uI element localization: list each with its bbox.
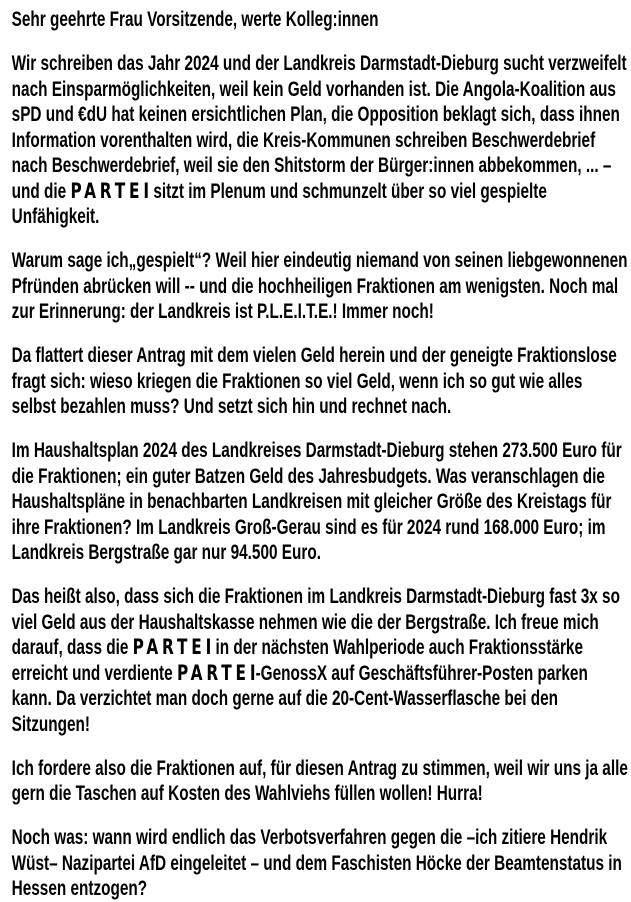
paragraph-5 [12,584,629,737]
text-run: sitzt im Plenum und schmunzelt über so viel gespielte Unfähigkeit. [11,179,547,228]
text-run: in der nächsten Wahlperiode auch Fraktionsstärke erreicht und verdiente [11,636,583,685]
partei-wordmark: PARTEI [132,635,216,659]
text-run: Wir schreiben das Jahr 2024 und der Landkreis Darmstadt-Dieburg sucht verzweifelt nach Einsparmöglichkeiten, weil kein Geld vorhanden ist. Die Angola-Koalition aus sPD und €dU hat keinen ersichtlichen Plan, die Opposition beklagt sich, dass ihnen Information vorenthalten wird, die Kreis-Kommunen schreiben Beschwerdebrief nach Beschwerdebrief, weil sie den Shitstorm der Bürger:innen abbekommen, ... – und die [11,52,627,203]
text-run: Das heißt also, dass sich die Fraktionen im Landkreis Darmstadt-Dieburg fast 3x so viel Geld aus der Haushaltskasse nehmen wie die der Bergstraße. Ich freue mich darauf, dass die [11,585,620,659]
text-run: Ich fordere also die Fraktionen auf, für diesen Antrag zu stimmen, weil wir uns ja alle gern die Taschen auf Kosten des Wahlviehs füllen wollen! Hurra! [11,756,628,805]
paragraph-2 [12,248,629,325]
text-run: Sehr geehrte Frau Vorsitzende, werte Kolleg:innen [11,8,379,31]
partei-wordmark: PARTEI [70,178,153,203]
text-run: -GenossX auf Geschäftsführer-Posten parken kann. Da verzichtet man doch gerne auf die 20-Cent-Wasserflasche bei den Sitzungen! [11,661,588,736]
text-run: Im Haushaltsplan 2024 des Landkreises Darmstadt-Dieburg stehen 273.500 Euro für die Fraktionen; ein guter Batzen Geld des Jahresbudgets. Was veranschlagen die Haushaltspläne in benachbarten Landkreisen mit gleicher Größe des Kreistags für ihre Fraktionen? Im Landkreis Groß-Gerau sind es für 2024 rund 168.000 Euro; im Landkreis Bergstraße gar nur 94.500 Euro. [11,439,622,564]
partei-wordmark: PARTEI [176,660,260,685]
salutation [12,7,629,33]
paragraph-7 [12,825,629,902]
paragraph-3 [12,343,629,420]
text-run: Da flattert dieser Antrag mit dem vielen Geld herein und der geneigte Fraktionslose fragt sich: wieso kriegen die Fraktionen so viel Geld, wenn ich so gut wie alles selbst bezahlen muss? Und setzt sich hin und rechnet nach. [11,344,617,418]
text-run: Noch was: wann wird endlich das Verbotsverfahren gegen die –ich zitiere Hendrik Wüst– Nazipartei AfD eingeleitet – und dem Faschisten Höcke der Beamtenstatus in Hessen entzogen? [11,826,622,900]
text-run: Warum sage ich„gespielt“? Weil hier eindeutig niemand von seinen liebgewonnenen Pfründen abrücken will -- und die hochheiligen Fraktionen am wenigsten. Noch mal zur Erinnerung: der Landkreis ist P.L.E.I.T.E.! Immer noch! [11,249,628,323]
paragraph-4 [12,438,629,566]
paragraph-1 [12,51,629,230]
paragraph-6 [12,756,629,807]
